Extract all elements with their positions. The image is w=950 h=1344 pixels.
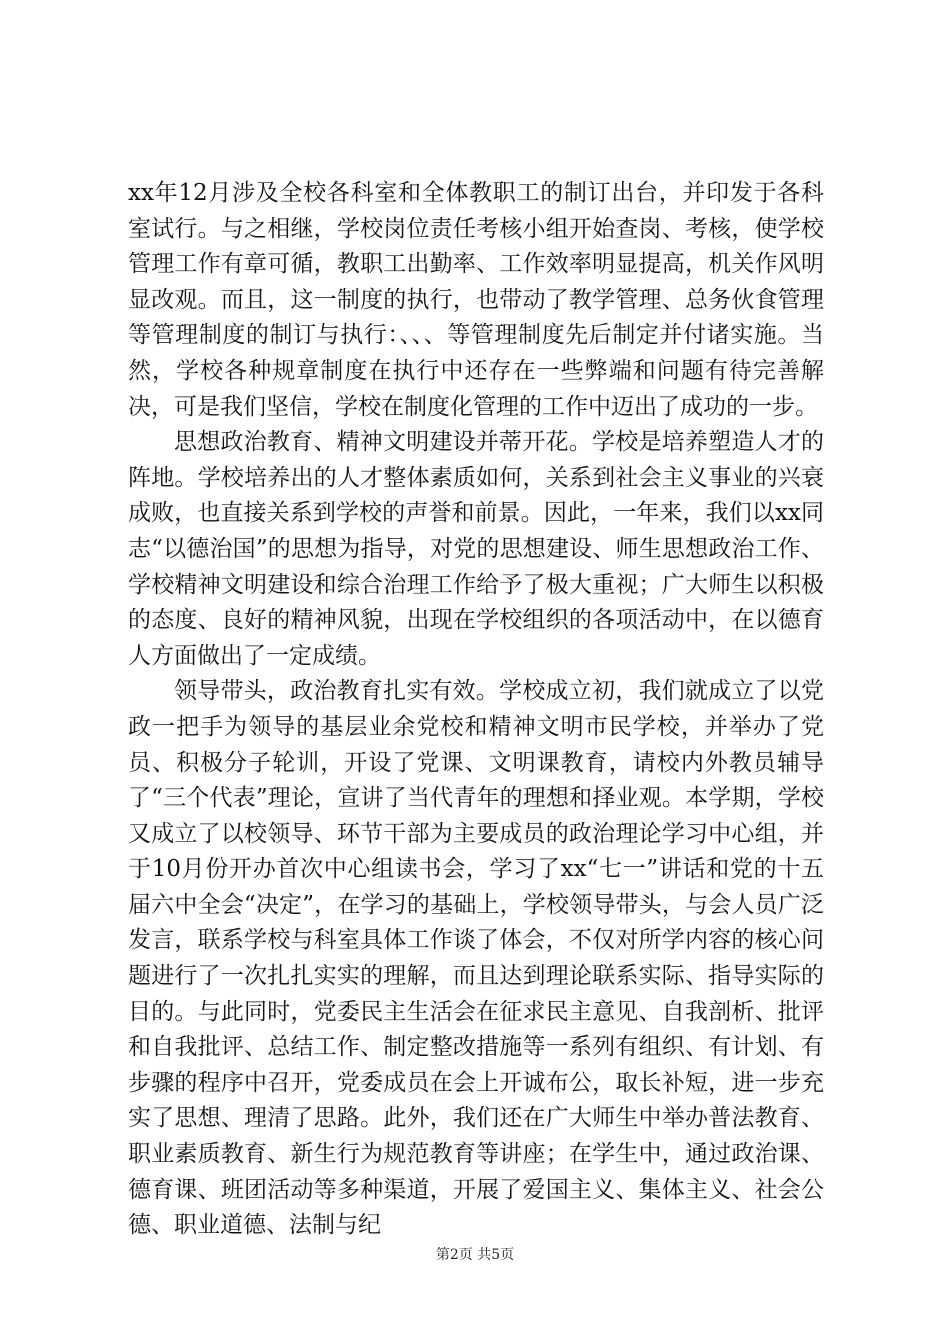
paragraph-2: 思想政治教育、精神文明建设并蒂开花。学校是培养塑造人才的阵地。学校培养出的人才整体素质如何，关系到社会主义事业的兴衰成败，也直接关系到学校的声誉和前景。因此，一年来，我们以xx同志“以德治国”的思想为指导，对党的思想建设、师生思想政治工作、学校精神文明建设和综合治理工作给予了极大重视；广大师生以积极的态度、良好的精神风貌，出现在学校组织的各项活动中，在以德育人方面做出了一定成绩。 — [128, 429, 824, 669]
paragraph-3: 领导带头，政治教育扎实有效。学校成立初，我们就成立了以党政一把手为领导的基层业余党校和精神文明市民学校，并举办了党员、积极分子轮训，开设了党课、文明课教育，请校内外教员辅导了“三个代表”理论，宣讲了当代青年的理想和择业观。本学期，学校又成立了以校领导、环节干部为主要成员的政治理论学习中心组，并于10月份开办首次中心组读书会，学习了xx“七一”讲话和党的十五届六中全会“决定”，在学习的基础上，学校领导带头，与会人员广泛发言，联系学校与科室具体工作谈了体会，不仅对所学内容的核心问题进行了一次扎扎实实的理解，而且达到理论联系实际、指导实际的目的。与此同时，党委民主生活会在征求民主意见、自我剖析、批评和自我批评、总结工作、制定整改措施等一系列有组织、有计划、有步骤的程序中召开，党委成员在会上开诚布公，取长补短，进一步充实了思想、理清了思路。此外，我们还在广大师生中举办普法教育、职业素质教育、新生行为规范教育等讲座；在学生中，通过政治课、德育课、班团活动等多种渠道，开展了爱国主义、集体主义、社会公德、职业道德、法制与纪 — [128, 678, 824, 1239]
document-body — [128, 176, 824, 1244]
paragraph-1: xx年12月涉及全校各科室和全体教职工的制订出台，并印发于各科室试行。与之相继，学校岗位责任考核小组开始查岗、考核，使学校管理工作有章可循，教职工出勤率、工作效率明显提高，机关作风明显改观。而且，这一制度的执行，也带动了教学管理、总务伙食管理等管理制度的制订与执行：、、、等管理制度先后制定并付诸实施。当然，学校各种规章制度在执行中还存在一些弊端和问题有待完善解决，可是我们坚信，学校在制度化管理的工作中迈出了成功的一步。 — [128, 180, 824, 420]
page-number-footer: 第2页 共5页 — [435, 1247, 515, 1263]
